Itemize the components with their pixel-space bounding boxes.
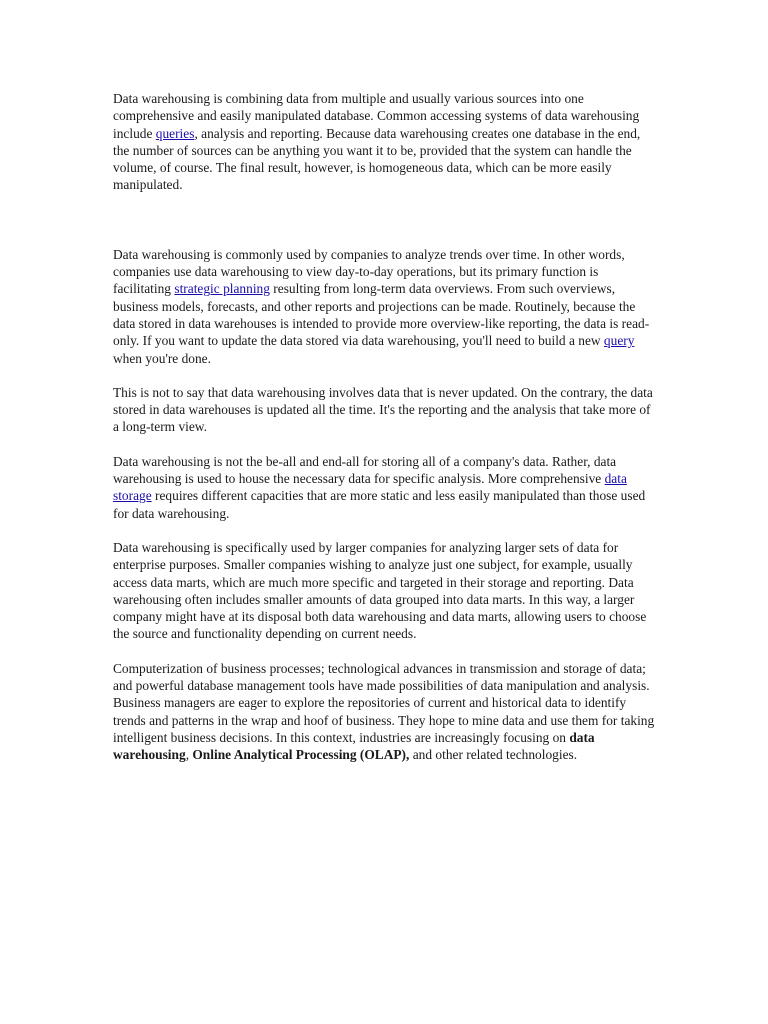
paragraph-text: This is not to say that data warehousing involves data that is never updated. On the contrary, the data stored in data warehouses is updated all the time. It's the reporting and the analysis that take more of a long-term view. bbox=[113, 384, 653, 435]
paragraph-text: , bbox=[185, 747, 193, 763]
bold-olap: Online Analytical Processing (OLAP), bbox=[192, 747, 410, 763]
paragraph-computerization bbox=[113, 660, 658, 764]
paragraph-usage bbox=[113, 246, 658, 367]
paragraph-intro bbox=[113, 90, 658, 194]
paragraph-text: requires different capacities that are more static and less easily manipulated than those used for data warehousing. bbox=[113, 488, 646, 521]
paragraph-text: Data warehousing is not the be-all and end-all for storing all of a company's data. Rather, data warehousing is used to house the necessary data for specific analysis. More comprehensive bbox=[113, 453, 617, 487]
paragraph-text: when you're done. bbox=[113, 350, 211, 366]
paragraph-text: resulting from long-term data overviews. From such overviews, business models, forecasts, and other reports and projections can be made. Routinely, because the data stored in data warehouses is intended to provide more overview-like reporting, the data is read-only. If you want to update the data stored via data warehousing, you'll need to build a new bbox=[113, 281, 650, 349]
link-query[interactable]: query bbox=[603, 333, 635, 349]
paragraph-text: Data warehousing is specifically used by larger companies for analyzing larger sets of data for enterprise purposes. Smaller companies wishing to analyze just one subject, for example, usually access data marts, which are much more specific and targeted in their storage and reporting. Data warehousing often includes smaller amounts of data grouped into data marts. In this way, a larger company might have at its disposal both data warehousing and data marts, allowing users to choose the source and functionality depending on current needs. bbox=[113, 539, 647, 642]
link-data-storage[interactable]: data storage bbox=[113, 471, 627, 504]
paragraph-text: Data warehousing is commonly used by companies to analyze trends over time. In other words, companies use data warehousing to view day-to-day operations, but its primary function is facilitating bbox=[113, 246, 625, 297]
paragraph-text: Data warehousing is combining data from multiple and usually various sources into one comprehensive and easily manipulated database. Common accessing systems of data warehousing include bbox=[113, 91, 640, 141]
link-strategic-planning[interactable]: strategic planning bbox=[174, 281, 270, 297]
paragraph-larger-companies bbox=[113, 539, 658, 643]
paragraph-text: Computerization of business processes; technological advances in transmission and storage of data; and powerful database management tools have made possibilities of data manipulation and analysis. Business managers are eager to explore the repositories of current and historical data to identify trends and patterns in the wrap and hoof of business. They hope to mine data and use them for taking intelligent business decisions. In this context, industries are increasingly focusing on bbox=[113, 660, 655, 745]
paragraph-text: and other related technologies. bbox=[409, 747, 578, 763]
paragraph-updates bbox=[113, 384, 658, 436]
bold-data-warehousing: data warehousing bbox=[113, 729, 595, 763]
document-body bbox=[113, 90, 658, 781]
paragraph-text: , analysis and reporting. Because data warehousing creates one database in the end, the number of sources can be anything you want it to be, provided that the system can handle the volume, of course. The final result, however, is homogeneous data, which can be more easily manipulated. bbox=[113, 125, 641, 193]
paragraph-not-all bbox=[113, 453, 658, 522]
link-queries[interactable]: queries bbox=[155, 125, 195, 141]
